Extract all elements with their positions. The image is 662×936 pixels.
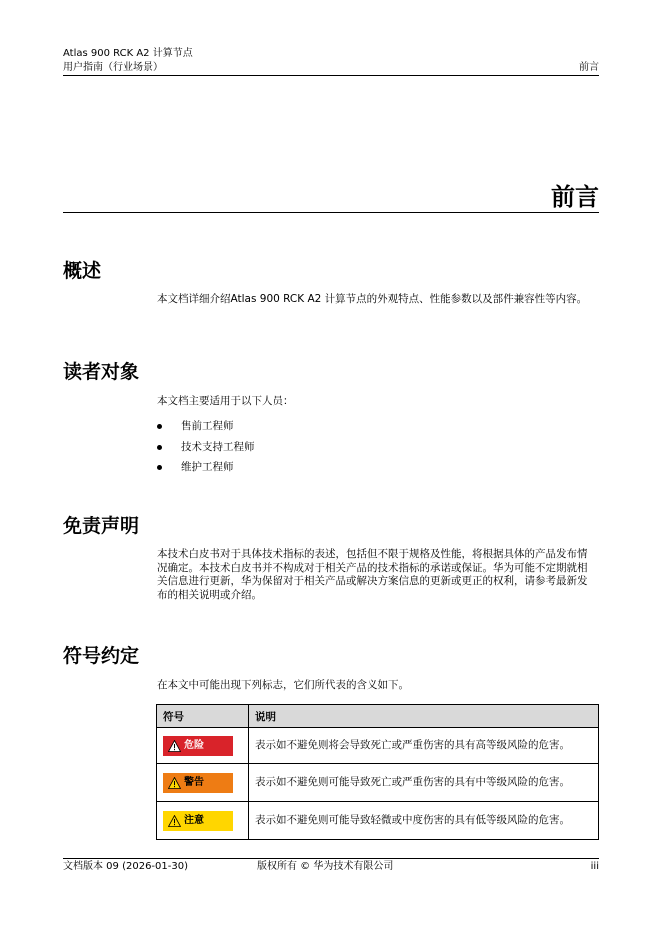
table-row xyxy=(157,728,599,764)
bullet-icon xyxy=(157,465,162,470)
caution-label: 注意 xyxy=(184,815,204,826)
column-header-symbol: 符号 xyxy=(157,705,249,728)
warning-badge xyxy=(163,773,233,793)
audience-list xyxy=(157,419,255,481)
conventions-intro: 在本文中可能出现下列标志，它们所代表的含义如下。 xyxy=(157,679,409,691)
column-header-description: 说明 xyxy=(249,705,599,728)
caution-badge xyxy=(163,811,233,831)
warning-triangle-icon xyxy=(168,777,181,789)
overview-heading: 概述 xyxy=(63,260,102,282)
danger-label: 危险 xyxy=(184,740,204,751)
symbol-table xyxy=(156,704,599,840)
warning-triangle-icon xyxy=(168,740,181,752)
footer-copyright: 版权所有 © 华为技术有限公司 xyxy=(257,861,394,872)
header-guide-name: 用户指南（行业场景） xyxy=(63,62,163,73)
footer-doc-version: 文档版本 09 (2026-01-30) xyxy=(63,861,188,872)
bullet-icon xyxy=(157,445,162,450)
chapter-title: 前言 xyxy=(551,183,599,211)
audience-item: 技术支持工程师 xyxy=(181,440,255,453)
warning-label: 警告 xyxy=(184,777,204,788)
overview-text: 本文档详细介绍Atlas 900 RCK A2 计算节点的外观特点、性能参数以及部件兼容性等内容。 xyxy=(157,293,588,305)
warning-description: 表示如不避免则可能导致死亡或严重伤害的具有中等级风险的危害。 xyxy=(249,764,599,802)
bullet-icon xyxy=(157,424,162,429)
table-header-row xyxy=(157,705,599,728)
list-item xyxy=(157,460,255,481)
chapter-divider xyxy=(63,212,599,213)
audience-item: 维护工程师 xyxy=(181,461,234,473)
danger-description: 表示如不避免则将会导致死亡或严重伤害的具有高等级风险的危害。 xyxy=(249,728,599,764)
footer-divider xyxy=(63,858,599,859)
header-section-name: 前言 xyxy=(579,62,599,73)
table-row xyxy=(157,802,599,840)
conventions-heading: 符号约定 xyxy=(63,645,140,667)
disclaimer-heading: 免责声明 xyxy=(63,515,140,537)
audience-heading: 读者对象 xyxy=(63,361,140,383)
table-row xyxy=(157,764,599,802)
footer-page-number: iii xyxy=(590,861,599,872)
header-product-name: Atlas 900 RCK A2 计算节点 xyxy=(63,48,193,59)
audience-item: 售前工程师 xyxy=(181,420,234,432)
list-item xyxy=(157,440,255,461)
header-divider xyxy=(63,75,599,76)
list-item xyxy=(157,419,255,440)
danger-badge xyxy=(163,736,233,756)
audience-intro: 本文档主要适用于以下人员： xyxy=(157,395,294,407)
disclaimer-text: 本技术白皮书对于具体技术指标的表述，包括但不限于规格及性能，将根据具体的产品发布情况确定。本技术白皮书并不构成对于相关产品的技术指标的承诺或保证。华为可能不定期就相关信息进行更新，华为保留对于相关产品或解决方案信息的更新或更正的权利，请参考最新发布的相关说明或介绍。 xyxy=(157,548,588,601)
warning-triangle-icon xyxy=(168,815,181,827)
caution-description: 表示如不避免则可能导致轻微或中度伤害的具有低等级风险的危害。 xyxy=(249,802,599,840)
